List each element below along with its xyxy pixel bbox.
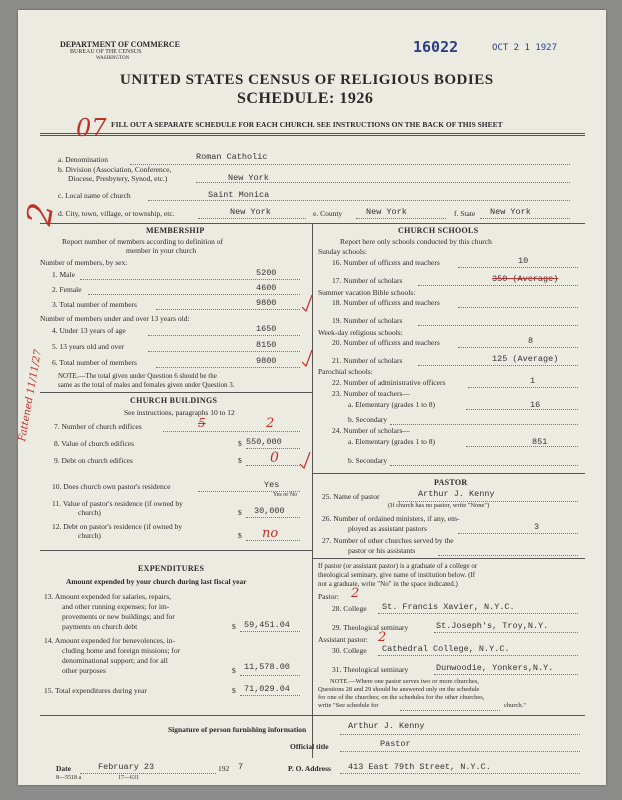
q11-value: 30,000 (254, 506, 285, 516)
q16-label: 16. Number of officers and teachers (332, 258, 440, 267)
schools-heading: CHURCH SCHOOLS (398, 226, 479, 235)
bureau-heading: BUREAU OF THE CENSUS (70, 49, 142, 55)
q22-value: 1 (530, 376, 536, 386)
denomination-label: a. Denomination (58, 155, 108, 164)
q22-label: 22. Number of administrative officers (332, 378, 446, 387)
check-mark-icon-3 (298, 450, 312, 470)
pastor-note-4: write "See schedule for (318, 702, 379, 709)
dept-heading: DEPARTMENT OF COMMERCE (60, 40, 181, 49)
q4-under13-value: 1650 (256, 324, 277, 334)
q17-value: 350 (Average) (492, 274, 559, 284)
pastor-red-mark: 2 (351, 586, 360, 601)
pastor-note-1: NOTE.—Where one pastor serves two or more churches, (330, 678, 479, 685)
census-form-sheet: DEPARTMENT OF COMMERCE BUREAU OF THE CENSUS WASHINGTON 16022 OCT 2 1 1927 UNITED STATES CENSUS OF RELIGIOUS BODIES SCHEDULE: 1926 07 FILL OUT A SEPARATE SCHEDULE FOR EACH CHURCH. SEE INSTRUCTIONS ON THE BACK OF THIS SHEET a. Denomination Roman Catholic b. Division (Association, Conference, Diocese, Presbytery, Synod, etc.) New York c. Local name of church Saint Monica d. City, town, village, or township, etc. New York e. County New York f. State New York MEMBERSHIP Report number of members according to definition of member in your church Number of members, by sex: 1. Male 5200 2. Female 4600 3. Total number of members 9800 Number of members under and over 13 years old: 4. Under 13 years of age 1650 5. 13 years old and over 8150 6. Total number of members 9800 NOTE.—The total given under Question 6 should be the same as the total of males and females given under Question 3. CHURCH BUILDINGS See instructions, paragraphs 10 to 12 7. Number of church edifices 5 2 8. Value of church edifices $ 550,000 9. Debt on church edifices $ 0 10. Does church own pastor's residence Yes Yes or No 11. Value of pastor's residence (if owned by church) $ 30,000 12. Debt on pastor's residence (if owned by church) $ no EXPENDITURES Amount expended by your church during last fiscal year 13. Amount expended for salaries, repairs, and other running expenses; for im- provements or new buildings; and for payments on church debt $ 59,451.04 14. Amount expended for benevolences, in- cluding home and foreign missions; for denominational support; and for all other purposes $ 11,578.00 15. Total expenditures during year $ 71,029.04 CHURCH SCHOOLS Report here only schools conducted by this church Sunday schools: 16. Number of officers and teachers 10 17. Number of scholars 350 (Average) Summer vacation Bible schools: 18. Number of officers and teachers 19. Number of scholars Week-day religious schools: 20. Number of officers and teachers 8 21. Number of scholars 125 (Average) Parochial schools: 22. Number of administrative officers 1 23. Number of teachers— a. Elementary (grades 1 to 8) 16 b. Secondary 24. Number of scholars— a. Elementary (grades 1 to 8) 851 b. Secondary PASTOR 25. Name of pastor Arthur J. Kenny (If church has no pastor, write "None") 26. Number of ordained ministers, if any, em- ployed as assistant pastors 3 27. Number of other churches served by the pastor or his assistants If pastor (or assistant pastor) is a graduate of a college or theological seminary, give name of institution below. (If not a graduate, write "No" in the space indicated.) Pastor: 2 28. College St. Francis Xavier, N.Y.C. 29. Theological seminary St.Joseph's, Troy,N.Y. Assistant pastor: 2 30. College Cathedral College, N.Y.C. 31. Theological seminary Dunwoodie, Yonkers,N.Y. NOTE.—Where one pastor serves two or more churches, Questions 28 and 29 should be answered only on the schedule for one of the churches; on the schedules for the other churches, write "See schedule for church." Signature of person furnishing information Arthur J. Kenny Official title Pastor Date February 23 192 7 P. O. Address 413 East 79th Street, N.Y.C. 8—5518 a 17—631 2 Fattened 11/11/27 (18, 10, 606, 785)
official-title-label: Official title (290, 742, 329, 751)
college-intro-2: theological seminary, give name of institution below. (If (318, 571, 476, 579)
county-value: New York (366, 207, 407, 217)
age-intro-label: Number of members under and over 13 years old: (40, 314, 190, 323)
q3-total-label: 3. Total number of members (52, 300, 137, 309)
pastor-heading: PASTOR (434, 478, 468, 487)
q29-value: St.Joseph's, Troy,N.Y. (436, 621, 549, 631)
q16-value: 10 (518, 256, 529, 266)
form-title: UNITED STATES CENSUS OF RELIGIOUS BODIES (120, 72, 494, 88)
state-label: f. State (454, 209, 476, 218)
q23b-label: b. Secondary (348, 415, 388, 424)
q8-value-label: 8. Value of church edifices (54, 439, 135, 448)
membership-heading: MEMBERSHIP (146, 226, 205, 235)
q13-line-3: provements or new buildings; and for (62, 612, 175, 621)
date-label: Date (56, 764, 71, 773)
pastor-note-3: for one of the churches; on the schedules for the other churches, (318, 694, 485, 701)
q24-label: 24. Number of scholars— (332, 426, 410, 435)
q10-residence-value: Yes (264, 480, 280, 490)
q27-label-2: pastor or his assistants (348, 546, 416, 555)
q25-value: Arthur J. Kenny (418, 489, 495, 499)
q14-line-3: denominational support; and for all (62, 656, 168, 665)
q15-total-label: 15. Total expenditures during year (44, 686, 147, 695)
q5-over13-value: 8150 (256, 340, 277, 350)
q31-value: Dunwoodie, Yonkers,N.Y. (436, 663, 554, 673)
q8-value-amount: 550,000 (246, 437, 282, 447)
parochial-label: Parochial schools: (318, 367, 373, 376)
q4-under13-label: 4. Under 13 years of age (52, 326, 126, 335)
q28-value: St. Francis Xavier, N.Y.C. (382, 602, 515, 612)
schools-intro: Report here only schools conducted by this church (340, 237, 492, 246)
city-heading: WASHINGTON (96, 56, 130, 61)
pastor-note-2: Questions 28 and 29 should be answered only on the schedule (318, 686, 480, 693)
q24a-label: a. Elementary (grades 1 to 8) (348, 437, 436, 446)
city-value: New York (230, 207, 271, 217)
q26-label: 26. Number of ordained ministers, if any, em- (322, 514, 460, 523)
q13-line-4: payments on church debt (62, 622, 138, 631)
form-instruction: FILL OUT A SEPARATE SCHEDULE FOR EACH CHURCH. SEE INSTRUCTIONS ON THE BACK OF THIS SHEET (111, 120, 503, 129)
schedule-number: 16022 (413, 38, 459, 56)
q7-edifices-label: 7. Number of church edifices (54, 422, 142, 431)
q10-residence-label: 10. Does church own pastor's residence (52, 482, 171, 491)
q14-value: 11,578.00 (244, 662, 290, 672)
membership-intro: Report number of members according to definition of (62, 237, 223, 246)
assistant-red-mark: 2 (378, 630, 387, 645)
red-margin-mark: 2 (19, 199, 63, 229)
q7-edifices-value: 2 (266, 416, 275, 431)
q23a-value: 16 (530, 400, 541, 410)
q25-sub: (If church has no pastor, write "None") (388, 502, 490, 509)
q18-label: 18. Number of officers and teachers (332, 298, 440, 307)
form-number: 8—5518 a (56, 775, 82, 781)
q20-label: 20. Number of officers and teachers (332, 338, 440, 347)
members-by-sex-label: Number of members, by sex: (40, 258, 128, 267)
q9-debt-value: 0 (270, 450, 279, 466)
division-value: New York (228, 173, 269, 183)
q24a-value: 851 (532, 437, 548, 447)
expenditures-heading: EXPENDITURES (138, 564, 205, 573)
form-number-2: 17—631 (118, 775, 139, 781)
q26-label-2: ployed as assistant pastors (348, 524, 427, 533)
q14-line-1: 14. Amount expended for benevolences, in- (44, 636, 176, 645)
q29-label: 29. Theological seminary (332, 623, 409, 632)
check-mark-icon-2 (300, 348, 314, 368)
local-name-label: c. Local name of church (58, 191, 131, 200)
signature-label: Signature of person furnishing information (168, 725, 307, 734)
q3-total-value: 9800 (256, 298, 277, 308)
q24b-label: b. Secondary (348, 456, 388, 465)
red-side-note: Fattened 11/11/27 (17, 348, 45, 443)
q13-line-1: 13. Amount expended for salaries, repairs, (44, 592, 172, 601)
college-intro-3: not a graduate, write "No" in the space indicated.) (318, 580, 458, 588)
q10-sub-label: Yes or No (273, 492, 298, 498)
received-date-stamp: OCT 2 1 1927 (492, 43, 558, 53)
q12-label-2: church) (78, 531, 101, 540)
college-intro-1: If pastor (or assistant pastor) is a graduate of a college or (318, 562, 478, 570)
sunday-label: Sunday schools: (318, 247, 367, 256)
weekday-label: Week-day religious schools: (318, 328, 403, 337)
q6-total-value: 9800 (256, 356, 277, 366)
vacation-label: Summer vacation Bible schools: (318, 288, 416, 297)
q19-label: 19. Number of scholars (332, 316, 403, 325)
year-prefix: 192 (218, 764, 230, 773)
date-value: February 23 (98, 762, 155, 772)
state-value: New York (490, 207, 531, 217)
q30-label: 30. College (332, 646, 367, 655)
q1-male-label: 1. Male (52, 270, 75, 279)
q11-label-2: church) (78, 508, 101, 517)
q9-debt-label: 9. Debt on church edifices (54, 456, 133, 465)
membership-note-2: same as the total of males and females given under Question 3. (58, 381, 235, 389)
po-address-label: P. O. Address (288, 764, 331, 773)
q13-line-2: and other running expenses; for im- (62, 602, 170, 611)
division-label: b. Division (Association, Conference, (58, 165, 172, 174)
q6-total-label: 6. Total number of members (52, 358, 137, 367)
q2-female-value: 4600 (256, 283, 277, 293)
city-label: d. City, town, village, or township, etc. (58, 209, 175, 218)
pastor-sub-label: Pastor: (318, 592, 339, 601)
year-suffix: 7 (238, 762, 244, 772)
q27-label: 27. Number of other churches served by the (322, 536, 454, 545)
po-address-value: 413 East 79th Street, N.Y.C. (348, 762, 491, 772)
q14-line-2: cluding home and foreign missions; for (62, 646, 181, 655)
q28-label: 28. College (332, 604, 367, 613)
q5-over13-label: 5. 13 years old and over (52, 342, 125, 351)
form-subtitle: SCHEDULE: 1926 (237, 90, 374, 107)
expenditures-intro: Amount expended by your church during last fiscal year (66, 577, 247, 586)
q13-value: 59,451.04 (244, 620, 290, 630)
q21-label: 21. Number of scholars (332, 356, 403, 365)
pastor-note-5: church." (504, 702, 526, 709)
q23a-label: a. Elementary (grades 1 to 8) (348, 400, 436, 409)
buildings-intro: See instructions, paragraphs 10 to 12 (124, 408, 235, 417)
q14-line-4: other purposes (62, 666, 106, 675)
q15-total-value: 71,029.04 (244, 684, 290, 694)
official-title-value: Pastor (380, 739, 411, 749)
assistant-sub-label: Assistant pastor: (318, 635, 368, 644)
q26-value: 3 (534, 522, 540, 532)
q20-value: 8 (528, 336, 534, 346)
division-label-2: Diocese, Presbytery, Synod, etc.) (68, 174, 168, 183)
signature-value: Arthur J. Kenny (348, 721, 425, 731)
q7-struck-value: 5 (198, 416, 206, 430)
q12-value: no (262, 526, 279, 541)
buildings-heading: CHURCH BUILDINGS (130, 396, 218, 405)
q1-male-value: 5200 (256, 268, 277, 278)
red-code-mark: 07 (76, 114, 107, 142)
county-label: e. County (313, 209, 343, 218)
q30-value: Cathedral College, N.Y.C. (382, 644, 510, 654)
membership-note: NOTE.—The total given under Question 6 should be the (58, 372, 217, 380)
local-name-value: Saint Monica (208, 190, 270, 200)
denomination-value: Roman Catholic (196, 152, 268, 162)
q21-value: 125 (Average) (492, 354, 559, 364)
q12-label: 12. Debt on pastor's residence (if owned by (52, 522, 183, 531)
membership-intro-2: member in your church (126, 246, 197, 255)
check-mark-icon (300, 293, 314, 313)
q25-label: 25. Name of pastor (322, 492, 380, 501)
q31-label: 31. Theological seminary (332, 665, 409, 674)
q17-label: 17. Number of scholars (332, 276, 403, 285)
q11-label: 11. Value of pastor's residence (if owned by (52, 499, 183, 508)
q23-label: 23. Number of teachers— (332, 389, 410, 398)
q2-female-label: 2. Female (52, 285, 82, 294)
